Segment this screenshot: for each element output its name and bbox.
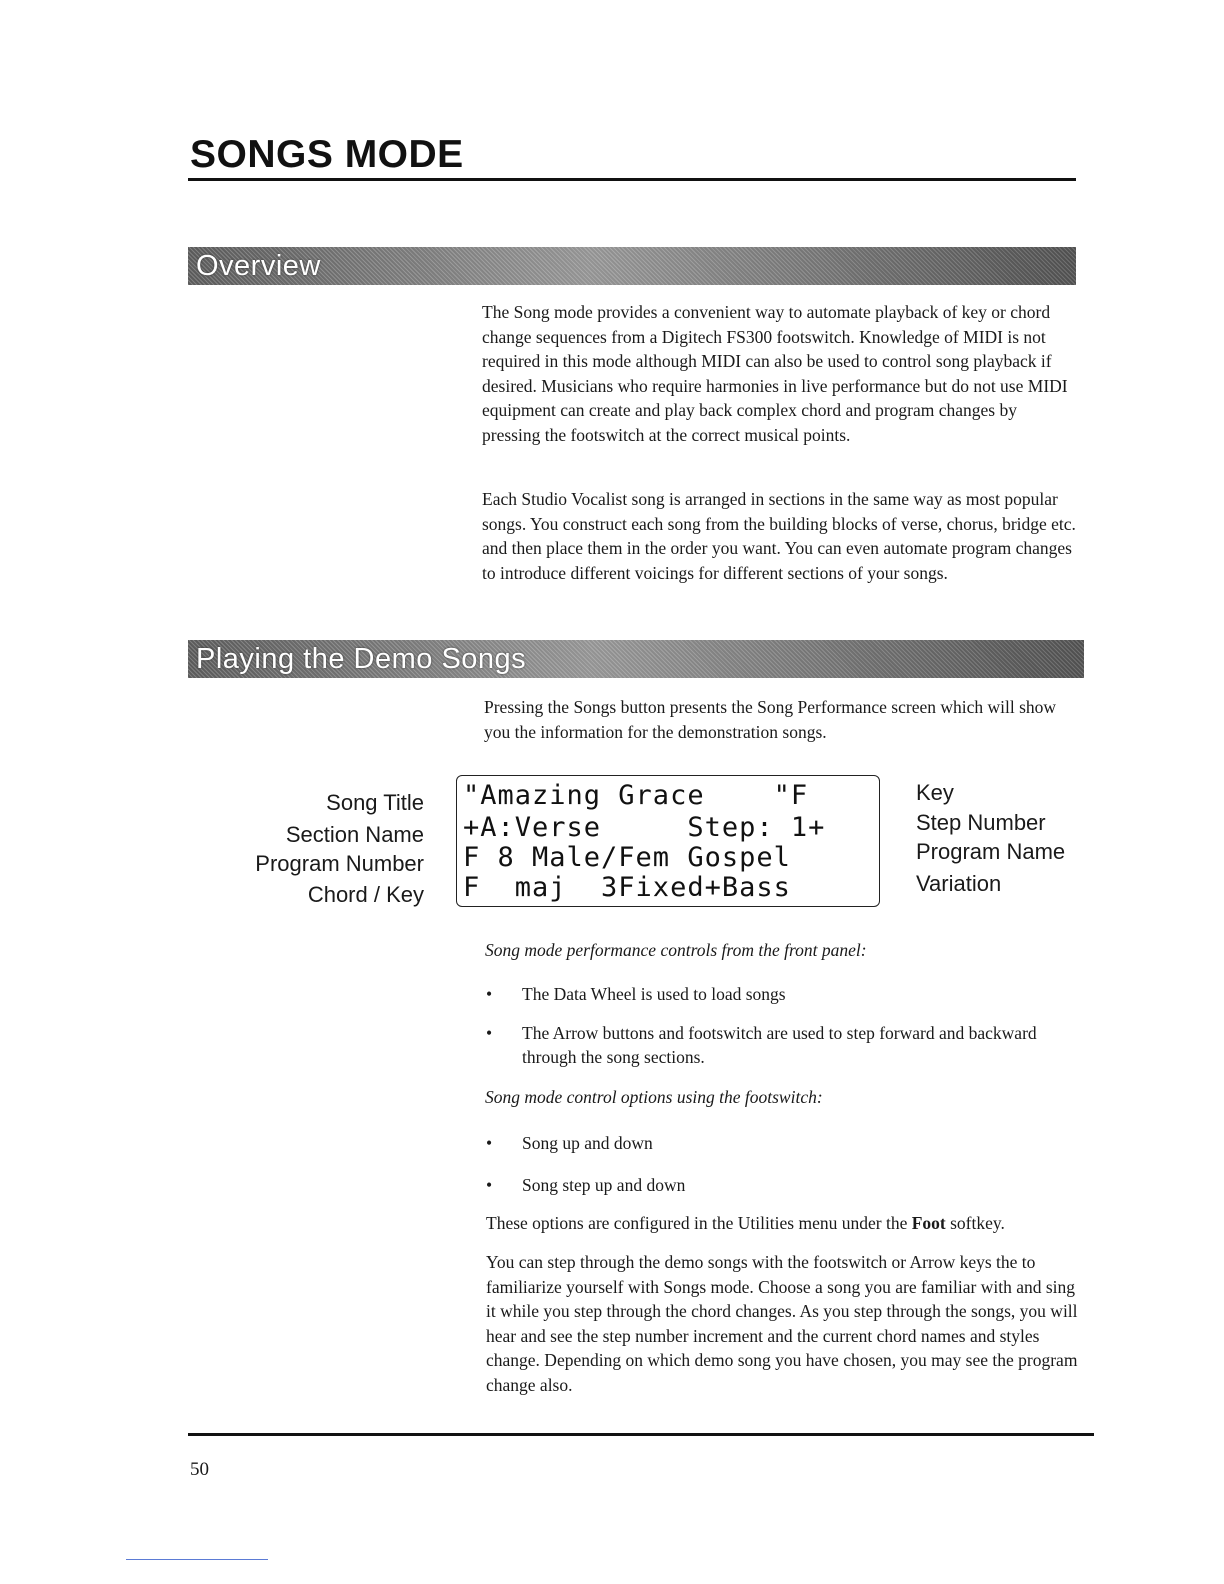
demo-intro-text: Pressing the Songs button presents the Song Performance screen which will show you the information for the demonstration songs.: [484, 697, 1057, 742]
label-key: Key: [916, 780, 954, 805]
lcd-line-chord: F maj 3Fixed+Bass: [463, 872, 791, 903]
footswitch-bullet-1-text: Song up and down: [522, 1133, 653, 1153]
lcd-line-song-title: "Amazing Grace "F: [463, 780, 809, 811]
demo-heading: Playing the Demo Songs: [196, 643, 527, 675]
label-song-title: Song Title: [326, 790, 424, 815]
chapter-rule: [188, 178, 1076, 181]
closing-paragraph: [486, 1250, 1082, 1397]
label-section-name: Section Name: [285, 822, 424, 847]
overview-heading-bar: [188, 247, 1076, 285]
config-note: [486, 1211, 1086, 1236]
label-step-number: Step Number: [916, 810, 1046, 835]
bullet-dot: •: [486, 1175, 493, 1195]
chapter-title: SONGS MODE: [190, 133, 464, 176]
bullet-dot: •: [486, 1133, 493, 1153]
lcd-line-section: +A:Verse Step: 1+: [463, 812, 826, 843]
lcd-line-program: F 8 Male/Fem Gospel: [463, 842, 791, 873]
label-chord-key: Chord / Key: [307, 882, 424, 907]
label-variation: Variation: [916, 871, 1002, 896]
config-note-before: These options are configured in the Utilities menu under the: [486, 1213, 912, 1233]
demo-intro: [484, 695, 1074, 744]
demo-heading-bar: [188, 640, 1084, 678]
footswitch-heading: Song mode control options using the footswitch:: [485, 1087, 823, 1107]
bullet-dot: •: [486, 984, 493, 1004]
lcd-display: [456, 775, 880, 907]
closing-paragraph-text: You can step through the demo songs with the footswitch or Arrow keys the to familiarize yourself with Songs mode. Choose a song you are familiar with and sing it while you step through the chord changes. As you step through the songs, you will hear and see the step number increment and the current chord names and styles change. Depending on which demo song you have chosen, you may see the program change also.: [486, 1252, 1078, 1395]
front-panel-heading: Song mode performance controls from the front panel:: [485, 940, 867, 960]
footer-rule: [126, 1559, 268, 1560]
overview-heading: Overview: [196, 250, 321, 282]
config-note-softkey: Foot: [911, 1213, 946, 1233]
front-panel-bullet-1-text: The Data Wheel is used to load songs: [522, 984, 786, 1004]
page-number: 50: [190, 1459, 209, 1480]
front-panel-bullet-2-text: The Arrow buttons and footswitch are used to step forward and backward through the song sections.: [522, 1023, 1037, 1067]
bottom-rule: [188, 1433, 1094, 1436]
overview-paragraph-1-text: The Song mode provides a convenient way to automate playback of key or chord change sequences from a Digitech FS300 footswitch. Knowledge of MIDI is not required in this mode although MIDI can also be used to control song playback if desired. Musicians who require harmonies in live performance but do not use MIDI equipment can create and play back complex chord and program changes by pressing the footswitch at the correct musical points.: [482, 302, 1068, 445]
label-program-name: Program Name: [916, 839, 1066, 864]
label-program-number: Program Number: [255, 851, 424, 876]
footswitch-bullet-2-text: Song step up and down: [522, 1175, 686, 1195]
bullet-dot: •: [486, 1023, 493, 1043]
config-note-after: softkey.: [945, 1213, 1005, 1233]
overview-paragraph-2: [482, 487, 1078, 585]
overview-paragraph-2-text: Each Studio Vocalist song is arranged in sections in the same way as most popular songs. You construct each song from the building blocks of verse, chorus, bridge etc. and then place them in the order you want. You can even automate program changes to introduce different voicings for different sections of your songs.: [482, 489, 1076, 583]
overview-paragraph-1: [482, 300, 1078, 447]
